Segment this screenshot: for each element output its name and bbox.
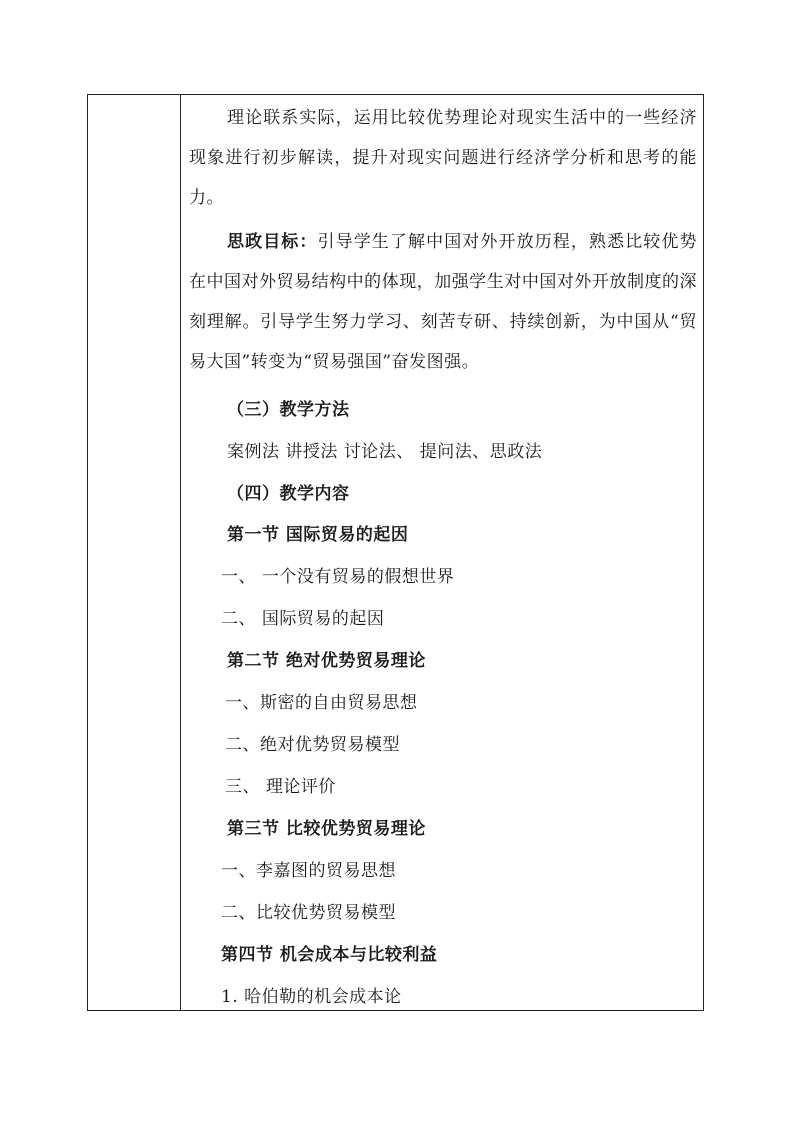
section-3-item-2: 二、比较优势贸易模型 bbox=[221, 903, 396, 923]
section-3-item-1: 一、李嘉图的贸易思想 bbox=[221, 861, 396, 881]
methods-heading: （三）教学方法 bbox=[227, 400, 350, 420]
section-2-title: 第二节 绝对优势贸易理论 bbox=[227, 651, 426, 671]
section-4-title: 第四节 机会成本与比较利益 bbox=[221, 945, 438, 965]
intro-paragraph: 理论联系实际，运用比较优势理论对现实生活中的一些经济现象进行初步解读，提升对现实问题进行经济学分析和思考的能力。 bbox=[189, 108, 697, 208]
section-1-item-1: 一、 一个没有贸易的假想世界 bbox=[221, 567, 455, 587]
section-2-item-3: 三、 理论评价 bbox=[225, 777, 336, 797]
ideology-goal-text: 引导学生了解中国对外开放历程，熟悉比较优势在中国对外贸易结构中的体现，加强学生对中国对外开放制度的深刻理解。引导学生努力学习、刻苦专研、持续创新，为中国从“贸易大国”转变为“贸易强国”奋发图强。 bbox=[189, 232, 697, 372]
section-2-item-2: 二、绝对优势贸易模型 bbox=[225, 735, 400, 755]
syllabus-table bbox=[87, 94, 704, 1011]
section-1-title: 第一节 国际贸易的起因 bbox=[227, 525, 409, 545]
section-1-item-2: 二、 国际贸易的起因 bbox=[221, 609, 385, 629]
section-2-item-1: 一、斯密的自由贸易思想 bbox=[225, 693, 418, 713]
ideology-goal-paragraph bbox=[189, 222, 697, 382]
ideology-goal-label: 思政目标： bbox=[227, 232, 318, 252]
section-3-title: 第三节 比较优势贸易理论 bbox=[227, 819, 426, 839]
table-column-divider bbox=[180, 95, 181, 1010]
section-4-item-1: 1. 哈伯勒的机会成本论 bbox=[221, 987, 402, 1007]
table-content-cell bbox=[189, 95, 697, 1010]
methods-text: 案例法 讲授法 讨论法、 提问法、思政法 bbox=[227, 442, 543, 462]
table-left-cell bbox=[88, 95, 180, 1010]
content-heading: （四）教学内容 bbox=[227, 484, 350, 504]
